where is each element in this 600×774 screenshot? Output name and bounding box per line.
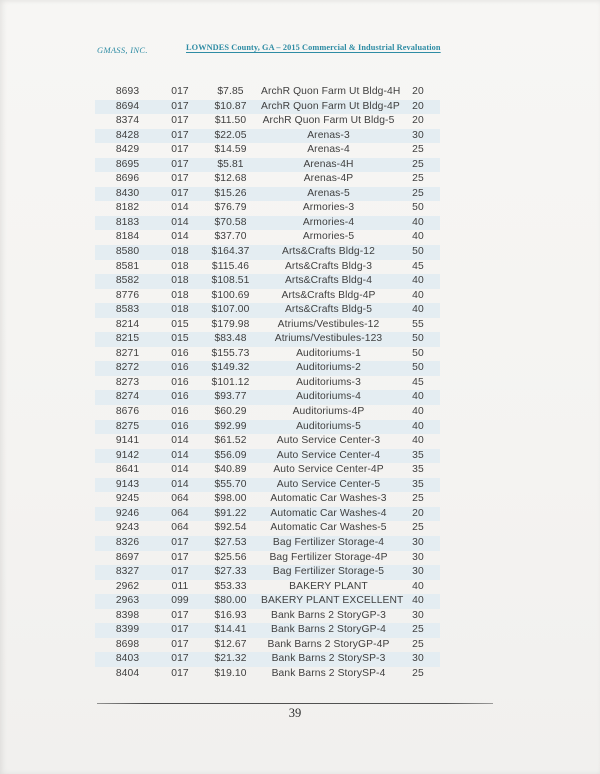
cell-description: Auditoriums-1 [296,347,361,359]
cell-description: Arts&Crafts Bldg-4 [284,275,373,287]
cell-schedule-id: 8428 [115,129,140,141]
cell-rate: $5.81 [217,158,244,170]
cell-code: 017 [171,86,189,97]
cell-depreciation: 40 [412,435,424,447]
cell-code: 018 [171,275,189,287]
table-row [95,551,440,566]
cell-code: 018 [171,289,189,301]
cell-rate: $55.70 [214,478,247,490]
cell-description: Bank Barns 2 StorySP-4 [271,667,386,679]
cell-schedule-id: 8275 [115,420,140,432]
cell-rate: $14.59 [214,144,247,156]
cell-description: Automatic Car Washes-5 [270,522,387,534]
cell-rate: $12.67 [214,638,247,650]
cell-depreciation: 25 [412,667,424,679]
cell-depreciation: 35 [412,449,424,461]
cell-schedule-id: 8374 [115,115,140,127]
cell-rate: $70.58 [214,216,247,228]
cell-depreciation: 30 [412,653,424,665]
document-title: LOWNDES County, GA – 2015 Commercial & Industrial Revaluation [186,43,441,52]
cell-code: 064 [171,507,189,519]
cell-code: 015 [171,318,189,330]
cell-depreciation: 40 [412,304,424,316]
cell-schedule-id: 8271 [115,347,140,359]
cell-schedule-id: 8580 [115,246,140,258]
cell-depreciation: 30 [412,566,424,578]
cell-depreciation: 40 [412,595,424,607]
cell-rate: $83.48 [214,333,247,345]
cell-depreciation: 40 [412,406,424,418]
cell-schedule-id: 8641 [115,464,140,476]
cell-description: Armories-4 [302,216,355,228]
cell-rate: $149.32 [211,362,250,374]
cell-description: Arts&Crafts Bldg-12 [282,246,375,258]
cell-rate: $98.00 [214,493,247,505]
cell-description: Atriums/Vestibules-12 [277,318,380,330]
cell-rate: $14.41 [214,624,247,636]
cell-code: 014 [171,216,189,228]
table-row [95,361,440,376]
cell-code: 014 [171,435,189,447]
cell-depreciation: 45 [412,376,424,388]
cell-schedule-id: 8776 [115,289,140,301]
cell-description: Automatic Car Washes-4 [270,507,387,519]
company-name: GMASS, INC. [97,45,148,55]
cell-description: Armories-5 [302,231,355,243]
cell-schedule-id: 9141 [115,435,140,447]
cell-schedule-id: 8273 [115,376,140,388]
cell-rate: $179.98 [211,318,250,330]
cell-code: 016 [171,347,189,359]
cell-description: Bank Barns 2 StoryGP-3 [271,609,386,621]
table-row [95,580,440,595]
cell-rate: $56.09 [214,449,247,461]
cell-code: 014 [171,202,189,214]
cell-schedule-id: 8182 [115,202,140,214]
cell-depreciation: 30 [412,129,424,141]
table-row [95,594,440,609]
cell-schedule-id: 8696 [115,173,140,185]
cell-schedule-id: 8274 [115,391,140,403]
cell-code: 016 [171,420,189,432]
cell-schedule-id: 8272 [115,362,140,374]
cell-schedule-id: 8581 [115,260,140,272]
table-row [95,143,440,158]
table-row [95,274,440,289]
table-row [95,129,440,144]
cell-depreciation: 30 [412,536,424,548]
table-row [95,507,440,522]
cell-description: Auditoriums-4 [296,391,361,403]
cell-schedule-id: 8429 [115,144,140,156]
table-row [95,187,440,202]
cell-description: Arts&Crafts Bldg-3 [284,260,373,272]
cell-code: 017 [171,536,189,548]
footer-divider [97,703,493,704]
table-row [95,521,440,536]
cell-depreciation: 50 [412,347,424,359]
table-row [95,463,440,478]
cell-code: 015 [171,333,189,345]
cell-description: Auditoriums-4P [292,406,365,418]
cell-code: 017 [171,129,189,141]
cell-code: 017 [171,187,189,199]
cell-rate: $101.12 [211,376,250,388]
cell-schedule-id: 8214 [115,318,140,330]
cell-rate: $11.50 [214,115,247,127]
cell-code: 016 [171,391,189,403]
table-row [95,390,440,405]
table-row [95,158,440,173]
cell-rate: $12.68 [214,173,247,185]
cell-schedule-id: 8676 [115,406,140,418]
cell-rate: $7.85 [217,86,244,97]
cell-schedule-id: 8697 [115,551,140,563]
cell-code: 018 [171,304,189,316]
cell-description: Bank Barns 2 StoryGP-4P [267,638,390,650]
cell-schedule-id: 8403 [115,653,140,665]
cell-code: 017 [171,653,189,665]
cell-code: 014 [171,478,189,490]
table-row [95,478,440,493]
cell-rate: $60.29 [214,406,247,418]
cell-code: 016 [171,406,189,418]
cell-code: 017 [171,638,189,650]
cell-schedule-id: 8327 [115,566,140,578]
cell-description: Auditoriums-2 [296,362,361,374]
cell-description: Auto Service Center-5 [276,478,381,490]
cell-rate: $115.46 [211,260,250,272]
cell-description: ArchR Quon Farm Ut Bldg-5 [262,115,395,127]
cell-schedule-id: 8326 [115,536,140,548]
cell-schedule-id: 8695 [115,158,140,170]
cell-rate: $27.33 [214,566,247,578]
cell-schedule-id: 8694 [115,100,140,112]
table-row [95,318,440,333]
cell-code: 014 [171,464,189,476]
table-row [95,536,440,551]
cell-code: 018 [171,246,189,258]
cell-rate: $27.53 [214,536,247,548]
cell-rate: $22.05 [214,129,247,141]
table-row [95,565,440,580]
page-number: 39 [288,706,302,720]
cell-rate: $107.00 [211,304,250,316]
cell-depreciation: 25 [412,158,424,170]
cell-code: 011 [171,580,189,592]
cell-depreciation: 40 [412,580,424,592]
cell-rate: $155.73 [211,347,250,359]
cell-rate: $15.26 [214,187,247,199]
cell-description: Arts&Crafts Bldg-4P [281,289,376,301]
cell-schedule-id: 8399 [115,624,140,636]
cell-rate: $76.79 [214,202,247,214]
table-row [95,449,440,464]
table-row [95,332,440,347]
cell-schedule-id: 8183 [115,216,140,228]
cell-description: Arenas-4 [307,144,350,156]
cell-description: Auditoriums-3 [296,376,361,388]
cell-schedule-id: 9246 [115,507,140,519]
cell-description: Arenas-3 [307,129,350,141]
table-row [95,85,440,100]
table-row [95,100,440,115]
cell-code: 017 [171,115,189,127]
cell-description: Auditoriums-5 [296,420,361,432]
table-row [95,623,440,638]
table-row [95,492,440,507]
cell-code: 017 [171,566,189,578]
cell-rate: $21.32 [214,653,247,665]
cell-depreciation: 40 [412,289,424,301]
cell-code: 017 [171,551,189,563]
table-row [95,638,440,653]
valuation-rate-table [95,85,440,681]
cell-code: 017 [171,173,189,185]
cell-depreciation: 55 [412,318,424,330]
table-row [95,172,440,187]
cell-description: BAKERY PLANT [289,580,368,592]
cell-rate: $108.51 [211,275,250,287]
cell-code: 016 [171,362,189,374]
cell-description: Automatic Car Washes-3 [270,493,387,505]
cell-depreciation: 40 [412,275,424,287]
cell-depreciation: 40 [412,391,424,403]
table-row [95,609,440,624]
table-row [95,201,440,216]
cell-schedule-id: 8693 [115,86,140,97]
cell-description: Bag Fertilizer Storage-4P [269,551,388,563]
cell-schedule-id: 8583 [115,304,140,316]
cell-description: Bag Fertilizer Storage-5 [272,566,385,578]
cell-schedule-id: 9243 [115,522,140,534]
cell-description: Auto Service Center-4 [276,449,381,461]
cell-depreciation: 25 [412,638,424,650]
cell-rate: $91.22 [214,507,247,519]
cell-description: Arenas-4H [303,158,354,170]
table-row [95,245,440,260]
table-row [95,114,440,129]
cell-depreciation: 50 [412,333,424,345]
table-row [95,260,440,275]
cell-code: 014 [171,449,189,461]
cell-code: 017 [171,609,189,621]
cell-depreciation: 35 [412,478,424,490]
cell-depreciation: 25 [412,624,424,636]
cell-depreciation: 25 [412,173,424,185]
cell-schedule-id: 2962 [115,580,140,592]
cell-description: Bank Barns 2 StoryGP-4 [271,624,386,636]
table-row [95,667,440,682]
cell-rate: $25.56 [214,551,247,563]
cell-depreciation: 40 [412,231,424,243]
cell-depreciation: 40 [412,420,424,432]
cell-code: 017 [171,144,189,156]
cell-code: 017 [171,624,189,636]
cell-description: Auto Service Center-4P [273,464,384,476]
cell-rate: $16.93 [214,609,247,621]
table-row [95,434,440,449]
cell-description: Arenas-5 [307,187,350,199]
cell-schedule-id: 8215 [115,333,140,345]
table-row [95,405,440,420]
cell-schedule-id: 8398 [115,609,140,621]
cell-schedule-id: 8582 [115,275,140,287]
cell-rate: $80.00 [214,595,247,607]
table-row [95,230,440,245]
cell-depreciation: 25 [412,522,424,534]
cell-code: 064 [171,493,189,505]
cell-depreciation: 20 [412,86,424,97]
cell-description: Armories-3 [302,202,355,214]
cell-depreciation: 30 [412,551,424,563]
cell-description: ArchR Quon Farm Ut Bldg-4H [261,86,401,97]
cell-description: BAKERY PLANT EXCELLENT [261,595,404,607]
cell-depreciation: 25 [412,144,424,156]
cell-schedule-id: 9245 [115,493,140,505]
cell-code: 018 [171,260,189,272]
cell-code: 017 [171,667,189,679]
cell-code: 099 [171,595,189,607]
cell-depreciation: 50 [412,246,424,258]
cell-rate: $37.70 [214,231,247,243]
cell-rate: $61.52 [214,435,247,447]
cell-description: Arts&Crafts Bldg-5 [284,304,373,316]
cell-code: 017 [171,158,189,170]
cell-schedule-id: 9143 [115,478,140,490]
cell-schedule-id: 2963 [115,595,140,607]
cell-rate: $53.33 [214,580,247,592]
cell-schedule-id: 8184 [115,231,140,243]
cell-schedule-id: 8404 [115,667,140,679]
cell-rate: $164.37 [211,246,250,258]
table-row [95,376,440,391]
cell-description: Atriums/Vestibules-123 [274,333,383,345]
cell-rate: $92.99 [214,420,247,432]
cell-depreciation: 40 [412,216,424,228]
cell-depreciation: 20 [412,507,424,519]
cell-depreciation: 20 [412,115,424,127]
cell-schedule-id: 8698 [115,638,140,650]
cell-description: Arenas-4P [303,173,354,185]
cell-depreciation: 25 [412,187,424,199]
cell-description: Bag Fertilizer Storage-4 [272,536,385,548]
cell-code: 014 [171,231,189,243]
cell-depreciation: 45 [412,260,424,272]
cell-rate: $100.69 [211,289,250,301]
cell-depreciation: 25 [412,493,424,505]
cell-depreciation: 30 [412,609,424,621]
table-row [95,216,440,231]
cell-rate: $19.10 [214,667,247,679]
cell-depreciation: 35 [412,464,424,476]
table-row [95,303,440,318]
cell-depreciation: 50 [412,202,424,214]
cell-rate: $92.54 [214,522,247,534]
cell-rate: $40.89 [214,464,247,476]
cell-code: 064 [171,522,189,534]
cell-code: 017 [171,100,189,112]
cell-rate: $93.77 [214,391,247,403]
table-row [95,289,440,304]
table-row [95,652,440,667]
cell-schedule-id: 9142 [115,449,140,461]
cell-rate: $10.87 [214,100,247,112]
cell-depreciation: 20 [412,100,424,112]
cell-description: ArchR Quon Farm Ut Bldg-4P [261,100,400,112]
cell-schedule-id: 8430 [115,187,140,199]
cell-description: Auto Service Center-3 [276,435,381,447]
table-row [95,420,440,435]
cell-description: Bank Barns 2 StorySP-3 [271,653,386,665]
cell-code: 016 [171,376,189,388]
cell-depreciation: 50 [412,362,424,374]
table-row [95,347,440,362]
